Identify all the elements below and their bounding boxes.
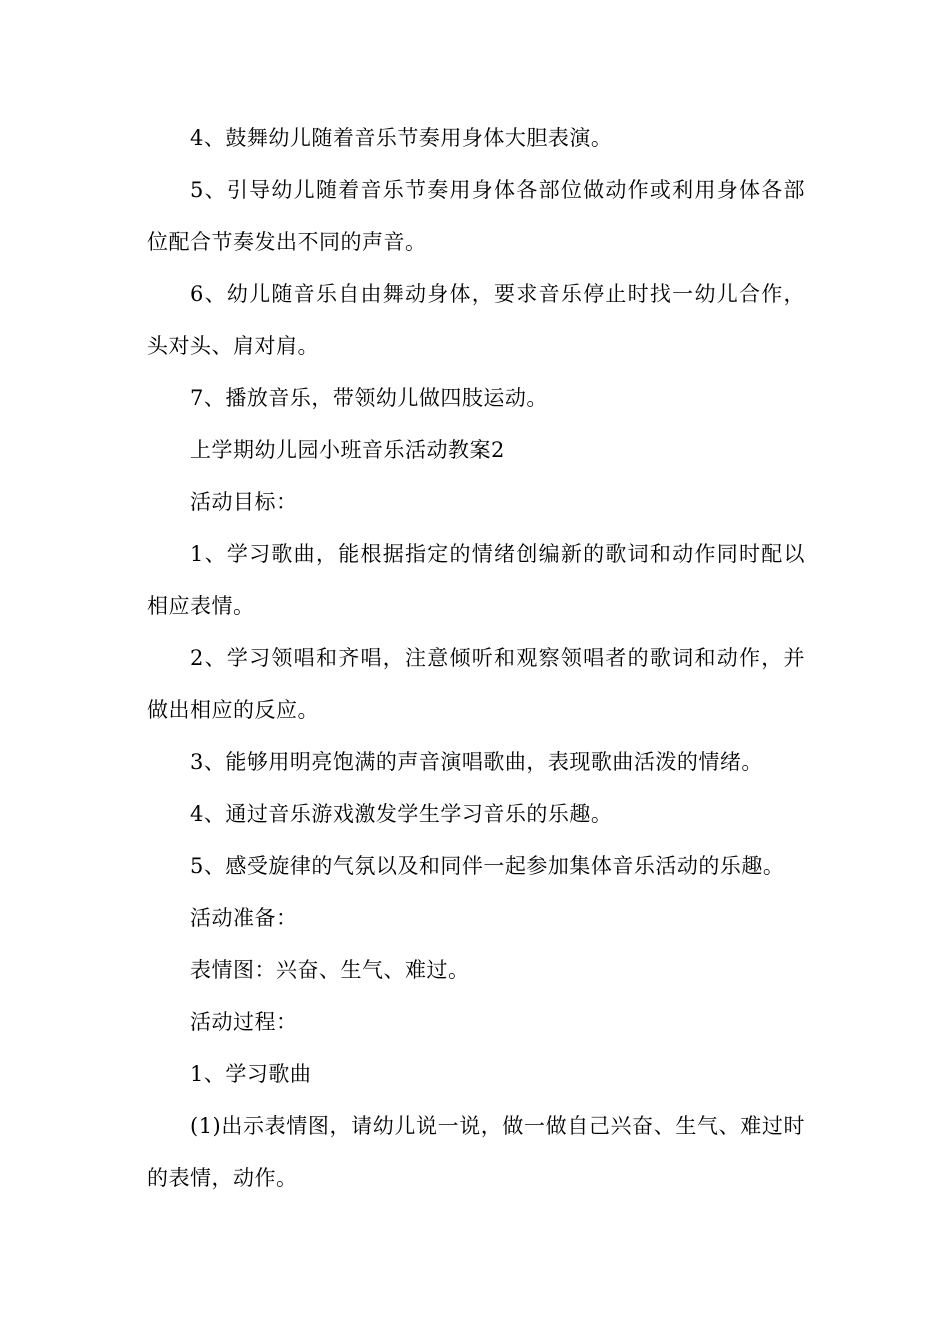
goal-item-5: 5、感受旋律的气氛以及和同伴一起参加集体音乐活动的乐趣。	[190, 854, 785, 878]
process-step-1: 1、学习歌曲	[190, 1062, 312, 1086]
paragraph-step-7: 7、播放音乐，带领幼儿做四肢运动。	[190, 386, 548, 410]
document-body	[147, 112, 805, 1204]
goal-item-4: 4、通过音乐游戏激发学生学习音乐的乐趣。	[190, 802, 613, 826]
goal-item-1: 1、学习歌曲，能根据指定的情绪创编新的歌词和动作同时配以相应表情。	[147, 542, 805, 618]
paragraph-step-4: 4、鼓舞幼儿随着音乐节奏用身体大胆表演。	[190, 126, 613, 150]
heading-goals: 活动目标：	[190, 490, 298, 514]
paragraph-step-5: 5、引导幼儿随着音乐节奏用身体各部位做动作或利用身体各部位配合节奏发出不同的声音。	[147, 178, 805, 254]
preparation-item: 表情图：兴奋、生气、难过。	[190, 958, 470, 982]
paragraph-step-6: 6、幼儿随音乐自由舞动身体，要求音乐停止时找一幼儿合作，头对头、肩对肩。	[147, 282, 805, 358]
heading-process: 活动过程：	[190, 1010, 298, 1034]
process-substep-1: (1)出示表情图，请幼儿说一说，做一做自己兴奋、生气、难过时的表情，动作。	[147, 1114, 805, 1190]
section-title: 上学期幼儿园小班音乐活动教案2	[190, 438, 505, 462]
goal-item-3: 3、能够用明亮饱满的声音演唱歌曲，表现歌曲活泼的情绪。	[190, 750, 763, 774]
goal-item-2: 2、学习领唱和齐唱，注意倾听和观察领唱者的歌词和动作，并做出相应的反应。	[147, 646, 805, 722]
heading-preparation: 活动准备：	[190, 906, 298, 930]
